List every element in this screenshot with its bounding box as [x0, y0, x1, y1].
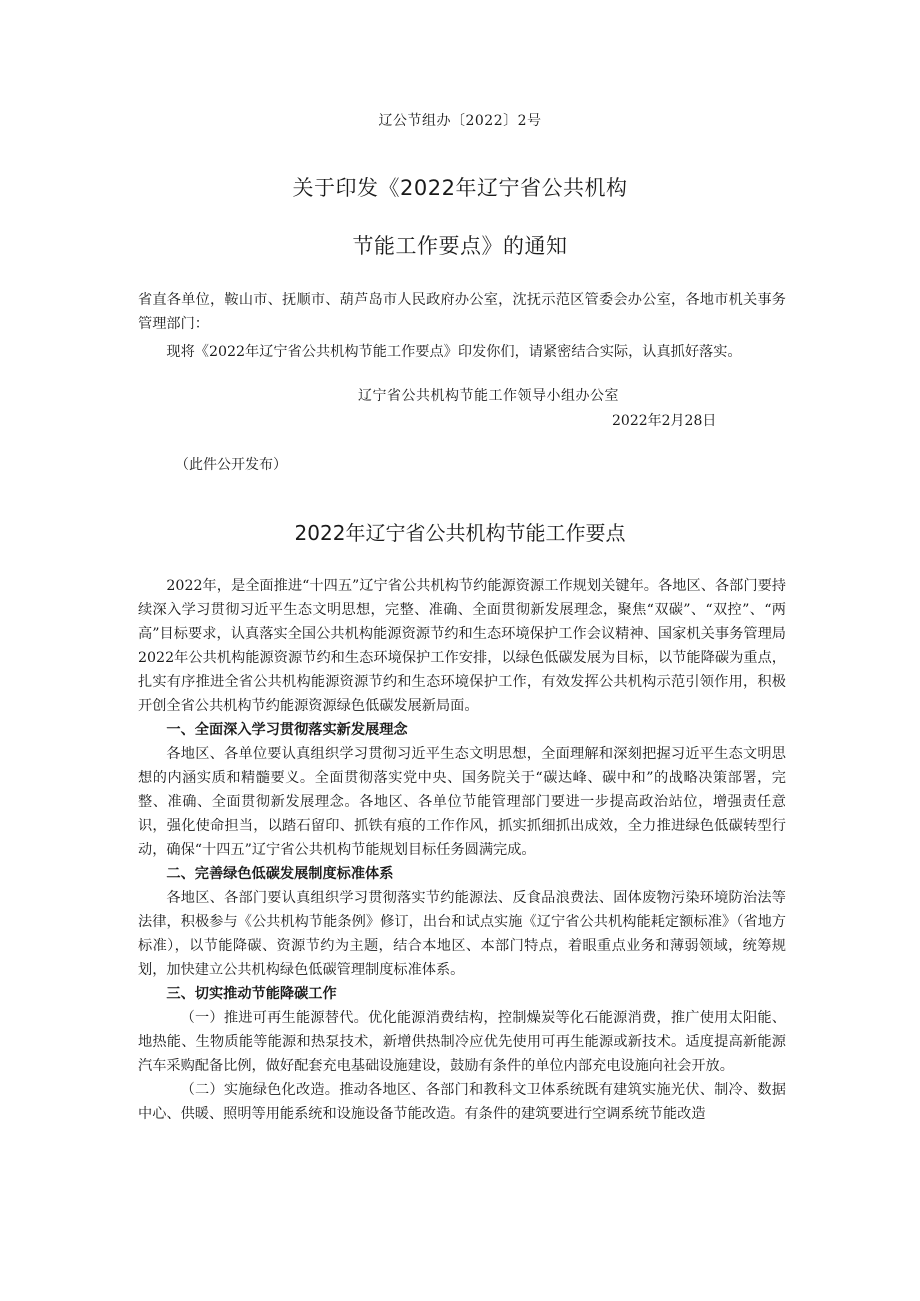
work-points-title: 2022年辽宁省公共机构节能工作要点 [294, 521, 626, 545]
notice-title-line-2: 节能工作要点》的通知 [352, 234, 568, 258]
section-1-paragraph: 各地区、各单位要认真组织学习贯彻习近平生态文明思想，全面理解和深刻把握习近平生态文明思想的内涵实质和精髓要义。全面贯彻落实党中央、国务院关于“碳达峰、碳中和”的战略决策部署，完整、准确、全面贯彻新发展理念。各地区、各单位节能管理部门要进一步提高政治站位，增强责任意识，强化使命担当，以踏石留印、抓铁有痕的工作作风，抓实抓细抓出成效，全力推进绿色低碳转型行动，确保“十四五”辽宁省公共机构节能规划目标任务圆满完成。 [138, 746, 786, 858]
notice-title-line-1: 关于印发《2022年辽宁省公共机构 [292, 176, 628, 200]
issuing-office: 辽宁省公共机构节能工作领导小组办公室 [358, 388, 619, 404]
section-3-item-2: （二）实施绿色化改造。推动各地区、各部门和教科文卫体系统既有建筑实施光伏、制冷、数据中心、供暖、照明等用能系统和设施设备节能改造。有条件的建筑要进行空调系统节能改造 [138, 1082, 786, 1122]
public-release-note: （此件公开发布） [175, 457, 287, 473]
work-points-body [138, 574, 786, 1126]
notice-intro-paragraph: 现将《2022年辽宁省公共机构节能工作要点》印发你们，请紧密结合实际，认真抓好落实。 [166, 344, 742, 360]
issue-date: 2022年2月28日 [612, 413, 717, 429]
section-1-heading: 一、全面深入学习贯彻落实新发展理念 [166, 722, 408, 738]
addressee-paragraph: 省直各单位，鞍山市、抚顺市、葫芦岛市人民政府办公室，沈抚示范区管委会办公室，各地市机关事务管理部门： [138, 292, 786, 332]
section-3-item-1: （一）推进可再生能源替代。优化能源消费结构，控制燥炭等化石能源消费，推广使用太阳能、地热能、生物质能等能源和热泵技术，新增供热制冷应优先使用可再生能源或新技术。适度提高新能源汽车采购配备比例，做好配套充电基础设施建设，鼓励有条件的单位内部充电设施向社会开放。 [138, 1010, 786, 1074]
intro-paragraph: 2022年，是全面推进“十四五”辽宁省公共机构节约能源资源工作规划关键年。各地区、各部门要持续深入学习贯彻习近平生态文明思想，完整、准确、全面贯彻新发展理念，聚焦“双碳”、“双控”、“两高”目标要求，认真落实全国公共机构能源资源节约和生态环境保护工作会议精神、国家机关事务管理局2022年公共机构能源资源节约和生态环境保护工作安排，以绿色低碳发展为目标，以节能降碳为重点，扎实有序推进全省公共机构能源资源节约和生态环境保护工作，有效发挥公共机构示范引领作用，积极开创全省公共机构节约能源资源绿色低碳发展新局面。 [138, 578, 786, 714]
section-2-heading: 二、完善绿色低碳发展制度标准体系 [166, 866, 394, 882]
document-number: 辽公节组办〔2022〕2号 [378, 113, 542, 129]
section-3-heading: 三、切实推动节能降碳工作 [166, 986, 337, 1002]
section-2-paragraph: 各地区、各部门要认真组织学习贯彻落实节约能源法、反食品浪费法、固体废物污染环境防治法等法律，积极参与《公共机构节能条例》修订，出台和试点实施《辽宁省公共机构能耗定额标准》（省地方标准），以节能降碳、资源节约为主题，结合本地区、本部门特点，着眼重点业务和薄弱领域，统筹规划，加快建立公共机构绿色低碳管理制度标准体系。 [138, 890, 786, 978]
